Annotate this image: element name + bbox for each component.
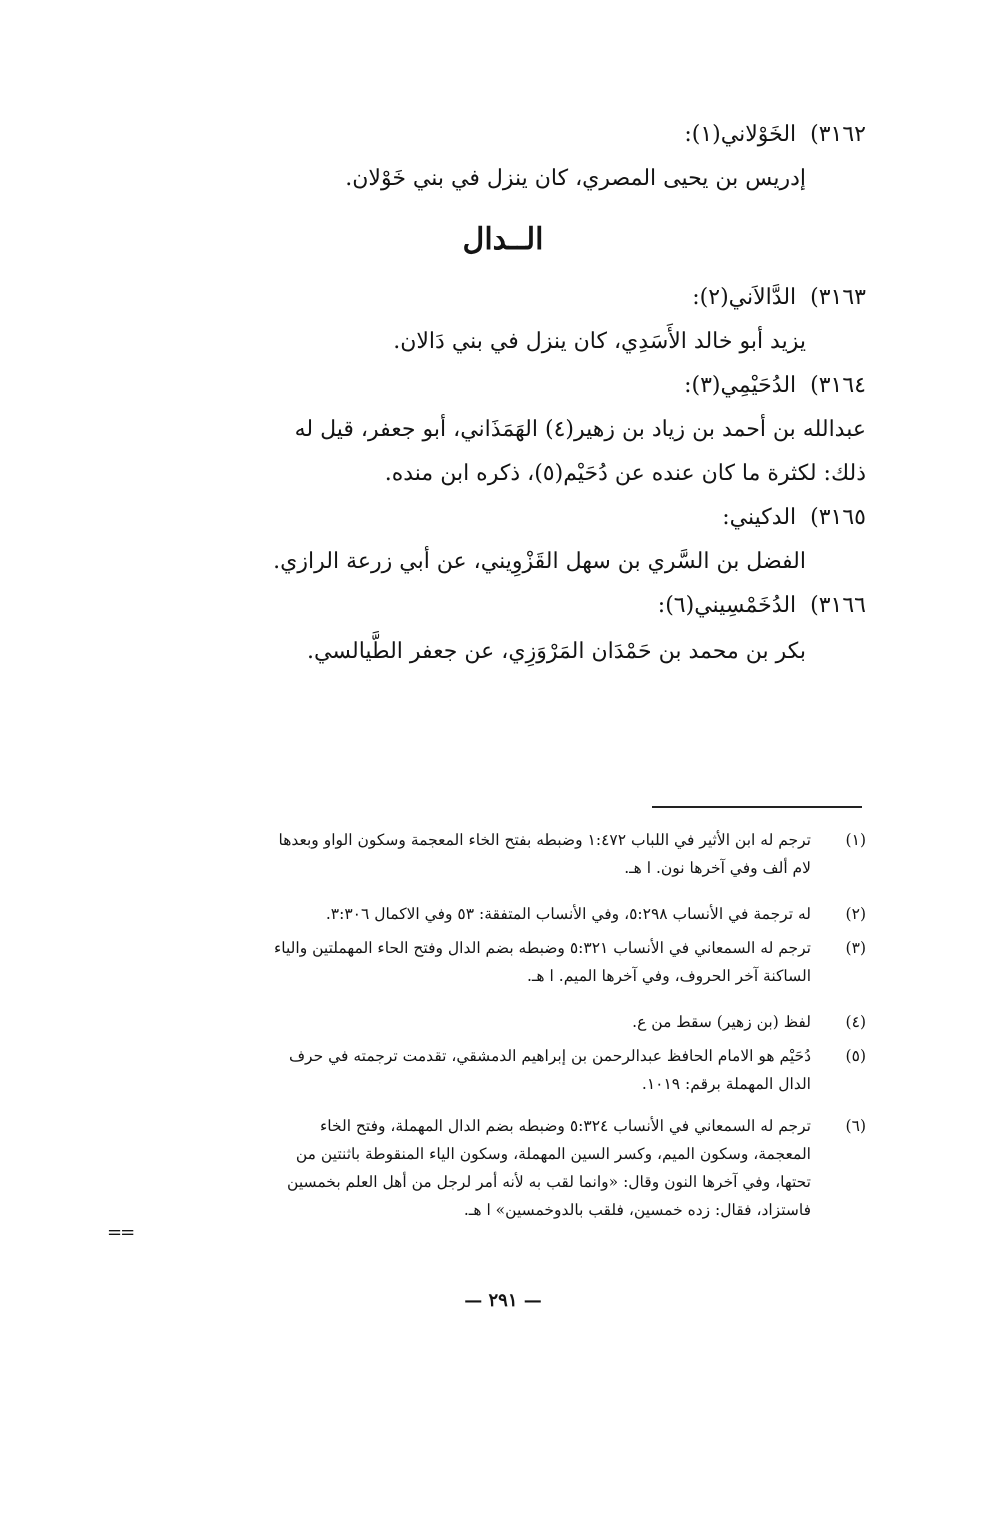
footnote-line: الدال المهملة برقم: ١٠١٩. bbox=[641, 1075, 811, 1093]
entry-heading bbox=[684, 122, 866, 147]
footnote-number: (٣) bbox=[845, 939, 866, 957]
entry-text: الفضل بن السَّري بن سهل القَزْوِيني، عن أبي زرعة الرازي. bbox=[273, 549, 806, 574]
footnote bbox=[145, 900, 866, 928]
section-title: الــدال bbox=[462, 222, 544, 257]
footnote-line: لام ألف وفي آخرها نون. ا هـ. bbox=[624, 859, 811, 877]
footnote-line: لفظ (بن زهير) سقط من ع. bbox=[632, 1013, 811, 1031]
footnote-separator bbox=[652, 806, 862, 808]
footnote-line: فاستزاد، فقال: زده خمسين، فلقب بالدوخمسين» ا هـ. bbox=[463, 1201, 811, 1219]
entry-heading bbox=[692, 285, 866, 310]
entry-number: ٣١٦٥) bbox=[810, 505, 866, 530]
footnote bbox=[145, 1008, 866, 1036]
margin-mark: == bbox=[107, 1222, 134, 1243]
entry-text: عبدالله بن أحمد بن زياد بن زهير(٤) الهَمَذَاني، أبو جعفر، قيل له bbox=[294, 417, 866, 442]
entry-name: الدُحَيْمِي(٣): bbox=[684, 373, 797, 398]
footnote-line: المعجمة، وسكون الميم، وكسر السين المهملة، وسكون الياء المنقوطة باثنتين من bbox=[295, 1145, 811, 1163]
footnote-line: ترجم له السمعاني في الأنساب ٥:٣٢١ وضبطه بضم الدال وفتح الحاء المهملتين والياء bbox=[273, 939, 811, 957]
entry-number: ٣١٦٢) bbox=[810, 122, 866, 147]
entry-heading bbox=[722, 505, 866, 530]
entry-text: ذلك: لكثرة ما كان عنده عن دُحَيْم(٥)، ذكره ابن منده. bbox=[384, 461, 866, 486]
footnote bbox=[145, 1042, 866, 1098]
entry-heading bbox=[684, 373, 866, 398]
footnote bbox=[145, 1112, 866, 1224]
entry-text: يزيد أبو خالد الأَسَدِي، كان ينزل في بني دَالان. bbox=[393, 329, 806, 354]
entry-number: ٣١٦٤) bbox=[810, 373, 866, 398]
footnote-number: (٢) bbox=[845, 905, 866, 923]
footnote bbox=[145, 934, 866, 990]
entry-number: ٣١٦٣) bbox=[810, 285, 866, 310]
footnote-line: ترجم له السمعاني في الأنساب ٥:٣٢٤ وضبطه بضم الدال المهملة، وفتح الخاء bbox=[319, 1117, 811, 1135]
page-number: — ٢٩١ — bbox=[464, 1290, 542, 1311]
footnote-number: (٦) bbox=[845, 1117, 866, 1135]
footnote-line: ترجم له ابن الأثير في اللباب ١:٤٧٢ وضبطه بفتح الخاء المعجمة وسكون الواو وبعدها bbox=[278, 831, 811, 849]
footnote-line: الساكنة آخر الحروف، وفي آخرها الميم. ا هـ. bbox=[526, 967, 811, 985]
entry-name: الدكيني: bbox=[722, 505, 797, 530]
entry-number: ٣١٦٦) bbox=[810, 593, 866, 618]
entry-heading bbox=[658, 593, 866, 618]
footnote-line: دُحَيْم هو الامام الحافظ عبدالرحمن بن إبراهيم الدمشقي، تقدمت ترجمته في حرف bbox=[288, 1047, 811, 1065]
footnote-number: (٥) bbox=[845, 1047, 866, 1065]
entry-text: إدريس بن يحيى المصري، كان ينزل في بني خَوْلان. bbox=[345, 166, 806, 191]
footnote-line: له ترجمة في الأنساب ٥:٢٩٨، وفي الأنساب المتفقة: ٥٣ وفي الاكمال ٣:٣٠٦. bbox=[325, 905, 811, 923]
entry-name: الدَّالاَني(٢): bbox=[692, 285, 797, 310]
entry-name: الخَوْلاني(١): bbox=[684, 122, 797, 147]
footnote bbox=[145, 826, 866, 882]
footnote-number: (٤) bbox=[845, 1013, 866, 1031]
entry-name: الدُخَمْسِيني(٦): bbox=[657, 593, 797, 618]
footnote-line: تحتها، وفي آخرها النون وقال: «وانما لقب به لأنه أمر لرجل من أهل العلم بخمسين bbox=[287, 1173, 811, 1191]
entry-text: بكر بن محمد بن حَمْدَان المَرْوَزِي، عن جعفر الطَّيالسي. bbox=[307, 639, 806, 664]
footnote-number: (١) bbox=[845, 831, 866, 849]
